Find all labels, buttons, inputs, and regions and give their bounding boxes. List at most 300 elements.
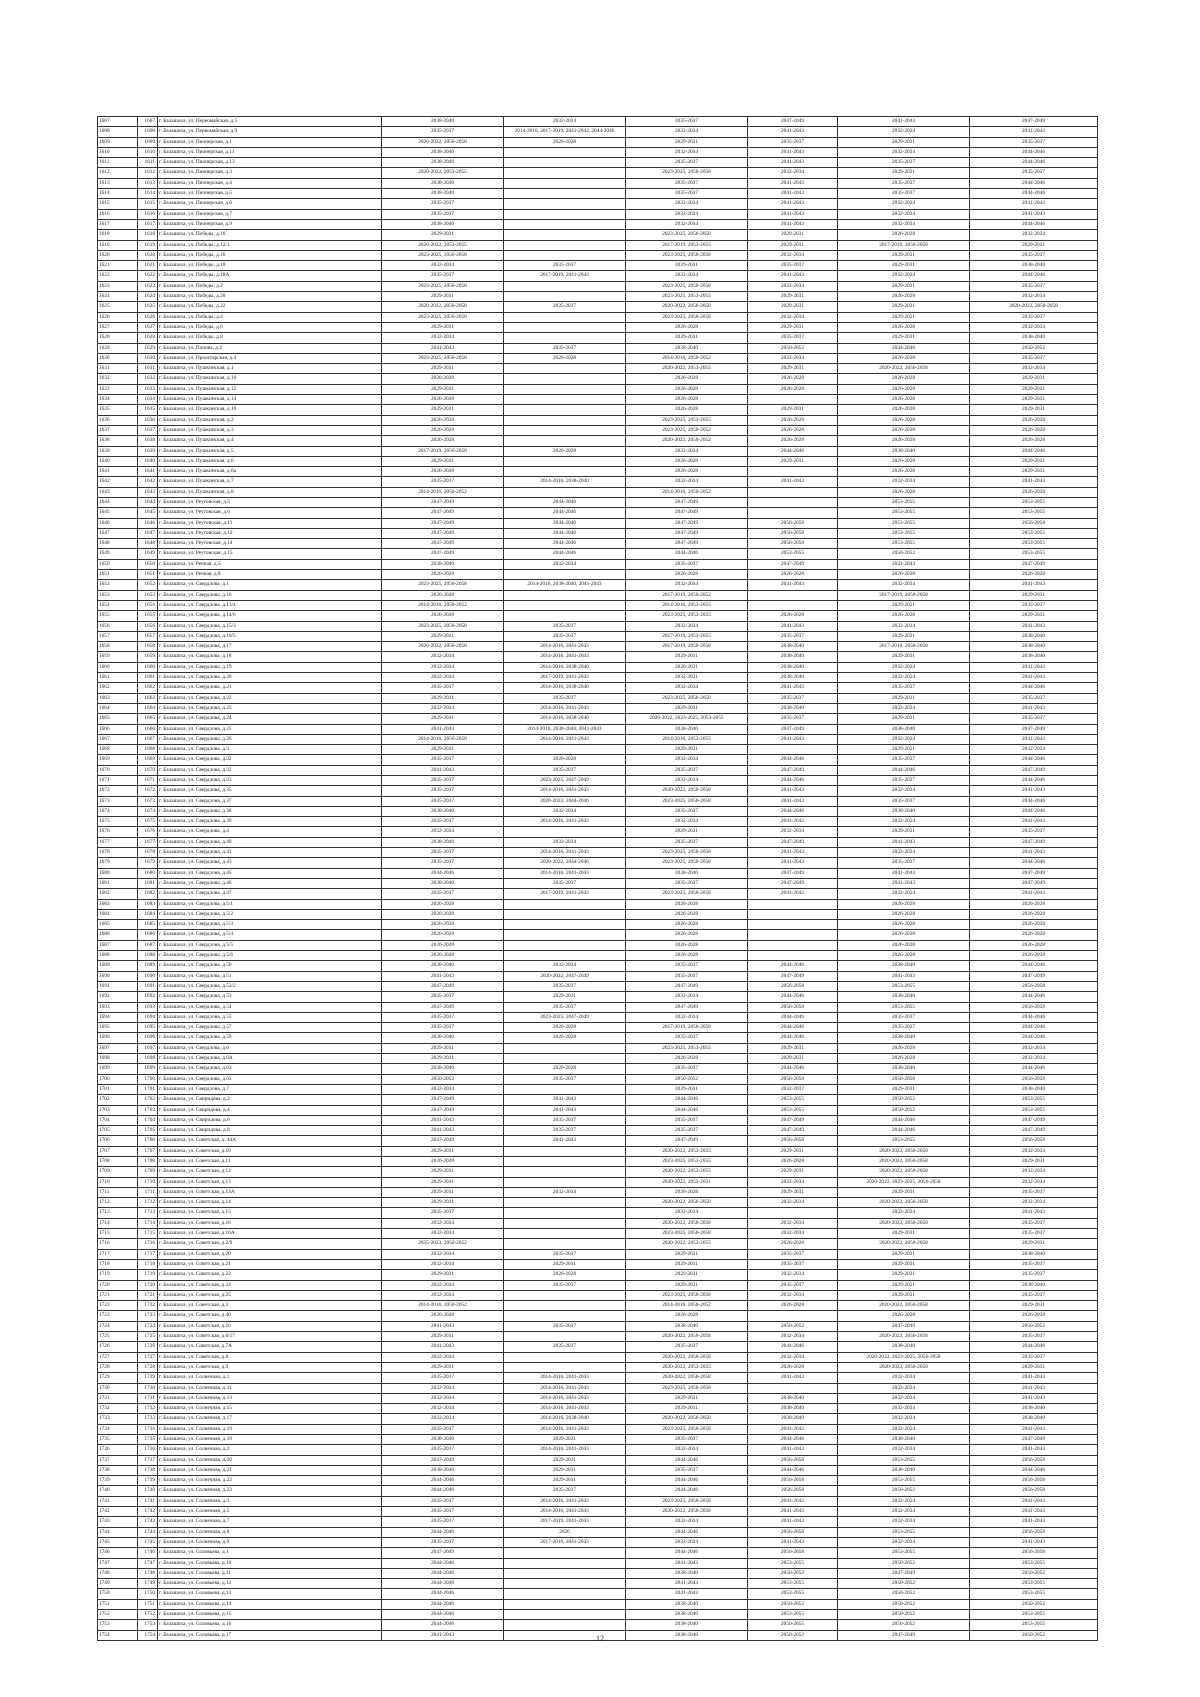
period-cell-2: 2026-2028 xyxy=(504,1023,626,1033)
record-number-cell: 1641 xyxy=(138,467,158,477)
row-index-cell: 1611 xyxy=(98,158,138,168)
period-cell-3: 2026-2028 xyxy=(626,374,748,384)
row-index-cell: 1724 xyxy=(98,1321,138,1331)
period-cell-2: 2026-2028 xyxy=(504,1270,626,1280)
address-cell: г. Балашиха, ул. Соловьева, д.14 xyxy=(158,1599,382,1609)
address-cell: г. Балашиха, ул. Соловьева, д.15 xyxy=(158,1610,382,1620)
period-cell-1: 2026-2028 xyxy=(382,899,504,909)
table-row xyxy=(98,765,1098,775)
period-cell-2 xyxy=(504,1218,626,1228)
period-cell-5: 2038-2040 xyxy=(838,1435,970,1445)
period-cell-5: 2032-2034 xyxy=(838,271,970,281)
period-cell-5: 2032-2034 xyxy=(838,817,970,827)
record-number-cell: 1701 xyxy=(138,1084,158,1094)
row-index-cell: 1725 xyxy=(98,1332,138,1342)
period-cell-4: 2032-2034 xyxy=(748,827,838,837)
row-index-cell: 1716 xyxy=(98,1239,138,1249)
address-cell: г. Балашиха, ул. Солнечная, д.22 xyxy=(158,1476,382,1486)
row-index-cell: 1640 xyxy=(98,456,138,466)
period-cell-4: 2029-2031 xyxy=(748,364,838,374)
record-number-cell: 1727 xyxy=(138,1352,158,1362)
period-cell-6: 2032-2034 xyxy=(970,322,1098,332)
table-row xyxy=(98,1218,1098,1228)
address-cell: г. Балашиха, ул. Солнечная, д.15 xyxy=(158,1404,382,1414)
period-cell-4: 2044-2046 xyxy=(748,1033,838,1043)
period-cell-3: 2029-2031 xyxy=(626,333,748,343)
period-cell-6: 2029-2031 xyxy=(970,1362,1098,1372)
period-cell-3: 2020-2022, 2056-2058 xyxy=(626,302,748,312)
record-number-cell: 1675 xyxy=(138,817,158,827)
period-cell-6: 2047-2049 xyxy=(970,724,1098,734)
period-cell-2 xyxy=(504,219,626,229)
address-cell: г. Балашиха, ул. Солнечная, д.5 xyxy=(158,1507,382,1517)
period-cell-3: 2026-2028 xyxy=(626,899,748,909)
period-cell-6: 2026-2028 xyxy=(970,425,1098,435)
period-cell-5: 2050-2052 xyxy=(838,1610,970,1620)
period-cell-5: 2020-2022, 2056-2058 xyxy=(838,1332,970,1342)
period-cell-4: 2047-2049 xyxy=(748,837,838,847)
period-cell-4: 2029-2031 xyxy=(748,1043,838,1053)
record-number-cell: 1752 xyxy=(138,1610,158,1620)
period-cell-1: 2017-2019, 2056-2058 xyxy=(382,446,504,456)
period-cell-6: 2044-2046 xyxy=(970,776,1098,786)
period-cell-5: 2050-2052 xyxy=(838,1095,970,1105)
period-cell-1: 2026-2028 xyxy=(382,909,504,919)
period-cell-1: 2035-2037 xyxy=(382,1445,504,1455)
record-number-cell: 1706 xyxy=(138,1136,158,1146)
period-cell-3: 2029-2031 xyxy=(626,703,748,713)
address-cell: г. Балашиха, ул. Пушкинская, д.6 xyxy=(158,456,382,466)
period-cell-5: 2035-2037 xyxy=(838,1012,970,1022)
period-cell-6: 2056-2058 xyxy=(970,1476,1098,1486)
period-cell-1: 2029-2031 xyxy=(382,1270,504,1280)
period-cell-6: 2044-2046 xyxy=(970,147,1098,157)
address-cell: г. Балашиха, ул. Советская, д.21 xyxy=(158,1259,382,1269)
period-cell-4: 2053-2055 xyxy=(748,1589,838,1599)
record-number-cell: 1669 xyxy=(138,755,158,765)
address-cell: г. Балашиха, ул. Соловьева, д.17 xyxy=(158,1630,382,1640)
row-index-cell: 1707 xyxy=(98,1146,138,1156)
period-cell-5: 2032-2034 xyxy=(838,580,970,590)
period-cell-1: 2044-2046 xyxy=(382,1476,504,1486)
period-cell-5: 2035-2037 xyxy=(838,1023,970,1033)
period-cell-4: 2050-2052 xyxy=(748,1568,838,1578)
period-cell-2 xyxy=(504,292,626,302)
period-cell-6: 2044-2046 xyxy=(970,219,1098,229)
period-cell-3: 2026-2028 xyxy=(626,909,748,919)
period-cell-5: 2038-2040 xyxy=(838,724,970,734)
period-cell-6: 2026-2028 xyxy=(970,909,1098,919)
table-row xyxy=(98,1033,1098,1043)
period-cell-5: 2017-2019, 2056-2058 xyxy=(838,642,970,652)
address-cell: г. Балашиха, ул. Свердлова, д.43 xyxy=(158,858,382,868)
period-cell-6: 2041-2043 xyxy=(970,734,1098,744)
period-cell-5: 2038-2040 xyxy=(838,446,970,456)
address-cell: г. Балашиха, ул. Свердлова, д.52/2 xyxy=(158,981,382,991)
period-cell-3: 2047-2049 xyxy=(626,518,748,528)
period-cell-1: 2038-2040 xyxy=(382,158,504,168)
period-cell-1: 2029-2031 xyxy=(382,322,504,332)
address-cell: г. Балашиха, ул. Свердлова, д.16/5 xyxy=(158,631,382,641)
period-cell-6: 2029-2031 xyxy=(970,405,1098,415)
record-number-cell: 1747 xyxy=(138,1558,158,1568)
period-cell-4: 2056-2058 xyxy=(748,1527,838,1537)
period-cell-4: 2047-2049 xyxy=(748,724,838,734)
table-row xyxy=(98,1208,1098,1218)
address-cell: г. Балашиха, ул. Соловьева, д.16 xyxy=(158,1620,382,1630)
period-cell-5: 2032-2034 xyxy=(838,662,970,672)
period-cell-3: 2035-2037 xyxy=(626,1064,748,1074)
period-cell-2 xyxy=(504,436,626,446)
period-cell-4: 2044-2046 xyxy=(748,1064,838,1074)
period-cell-4: 2029-2031 xyxy=(748,456,838,466)
address-cell: г. Балашиха, ул. Советская, д.16А xyxy=(158,1229,382,1239)
period-cell-2: 2017-2019, 2041-2043 xyxy=(504,271,626,281)
record-number-cell: 1636 xyxy=(138,415,158,425)
address-cell: г. Балашиха, ул. Речная, д.5 xyxy=(158,559,382,569)
period-cell-6: 2035-2037 xyxy=(970,714,1098,724)
row-index-cell: 1607 xyxy=(98,117,138,127)
period-cell-1: 2029-2031 xyxy=(382,456,504,466)
row-index-cell: 1723 xyxy=(98,1311,138,1321)
record-number-cell: 1735 xyxy=(138,1435,158,1445)
period-cell-5: 2020-2022, 2056-2058 xyxy=(838,1156,970,1166)
period-cell-4: 2041-2043 xyxy=(748,621,838,631)
period-cell-4 xyxy=(748,590,838,600)
period-cell-1: 2014-2016, 2050-2052 xyxy=(382,600,504,610)
period-cell-5: 2035-2037 xyxy=(838,189,970,199)
period-cell-5: 2035-2037 xyxy=(838,796,970,806)
period-cell-1: 2029-2031 xyxy=(382,1198,504,1208)
table-row xyxy=(98,1023,1098,1033)
period-cell-4: 2038-2040 xyxy=(748,662,838,672)
row-index-cell: 1636 xyxy=(98,415,138,425)
period-cell-1: 2035-2037 xyxy=(382,1496,504,1506)
period-cell-2 xyxy=(504,899,626,909)
period-cell-2 xyxy=(504,374,626,384)
period-cell-3: 2026-2028 xyxy=(626,322,748,332)
period-cell-3: 2038-2040 xyxy=(626,724,748,734)
period-cell-3: 2020-2022, 2056-2058 xyxy=(626,1198,748,1208)
record-number-cell: 1649 xyxy=(138,549,158,559)
record-number-cell: 1750 xyxy=(138,1589,158,1599)
row-index-cell: 1639 xyxy=(98,446,138,456)
period-cell-2: 2014-2016, 2038-2040 xyxy=(504,1414,626,1424)
period-cell-2 xyxy=(504,827,626,837)
period-cell-6: 2044-2046 xyxy=(970,961,1098,971)
period-cell-5: 2020-2022, 2056-2058 xyxy=(838,1239,970,1249)
address-cell: г. Балашиха, ул. Пионерская, д.9 xyxy=(158,219,382,229)
table-row xyxy=(98,405,1098,415)
period-cell-5: 2035-2037 xyxy=(838,683,970,693)
period-cell-1: 2044-2046 xyxy=(382,868,504,878)
period-cell-2 xyxy=(504,1558,626,1568)
address-cell: г. Балашиха, ул. Победы, д.10 xyxy=(158,230,382,240)
period-cell-6: 2047-2049 xyxy=(970,878,1098,888)
period-cell-6: 2038-2040 xyxy=(970,1280,1098,1290)
table-row xyxy=(98,1414,1098,1424)
table-row xyxy=(98,1002,1098,1012)
period-cell-4: 2041-2043 xyxy=(748,1445,838,1455)
record-number-cell: 1700 xyxy=(138,1074,158,1084)
period-cell-6: 2032-2034 xyxy=(970,1054,1098,1064)
record-number-cell: 1698 xyxy=(138,1054,158,1064)
table-row xyxy=(98,827,1098,837)
period-cell-4: 2035-2037 xyxy=(748,261,838,271)
row-index-cell: 1733 xyxy=(98,1414,138,1424)
row-index-cell: 1694 xyxy=(98,1012,138,1022)
period-cell-6: 2041-2043 xyxy=(970,1496,1098,1506)
period-cell-5: 2032-2034 xyxy=(838,621,970,631)
address-cell: г. Балашиха, ул. Речная, д.8 xyxy=(158,570,382,580)
table-row xyxy=(98,1465,1098,1475)
row-index-cell: 1624 xyxy=(98,292,138,302)
period-cell-1: 2023-2025, 2056-2058 xyxy=(382,281,504,291)
period-cell-3: 2020-2022, 2053-2055 xyxy=(626,1239,748,1249)
period-cell-2: 2035-2037 xyxy=(504,981,626,991)
row-index-cell: 1705 xyxy=(98,1126,138,1136)
period-cell-2 xyxy=(504,467,626,477)
period-cell-2: 2035-2037 xyxy=(504,1126,626,1136)
period-cell-2: 2017-2019, 2041-2043 xyxy=(504,1517,626,1527)
address-cell: г. Балашиха, ул. Свиридова, д.2 xyxy=(158,1095,382,1105)
period-cell-1: 2026-2028 xyxy=(382,570,504,580)
period-cell-1: 2038-2040 xyxy=(382,878,504,888)
period-cell-6: 2047-2049 xyxy=(970,1435,1098,1445)
row-index-cell: 1609 xyxy=(98,137,138,147)
address-cell: г. Балашиха, ул. Свердлова, д.41 xyxy=(158,848,382,858)
record-number-cell: 1731 xyxy=(138,1393,158,1403)
table-row xyxy=(98,353,1098,363)
record-number-cell: 1687 xyxy=(138,940,158,950)
period-cell-2 xyxy=(504,1568,626,1578)
period-cell-2 xyxy=(504,230,626,240)
period-cell-5: 2050-2052 xyxy=(838,1579,970,1589)
period-cell-1: 2029-2031 xyxy=(382,1177,504,1187)
period-cell-6: 2035-2037 xyxy=(970,693,1098,703)
period-cell-4: 2029-2031 xyxy=(748,1167,838,1177)
row-index-cell: 1666 xyxy=(98,724,138,734)
period-cell-5: 2032-2034 xyxy=(838,127,970,137)
period-cell-2: 2017-2019, 2041-2043 xyxy=(504,1537,626,1547)
period-cell-2: 2029-2031 xyxy=(504,1476,626,1486)
period-cell-4: 2044-2046 xyxy=(748,806,838,816)
period-cell-2: 2023-2025, 2047-2049 xyxy=(504,776,626,786)
table-row xyxy=(98,971,1098,981)
period-cell-3: 2032-2034 xyxy=(626,1445,748,1455)
address-cell: г. Балашиха, ул. Реутовская, д.12 xyxy=(158,528,382,538)
period-cell-3: 2023-2025, 2056-2058 xyxy=(626,168,748,178)
period-cell-6: 2035-2037 xyxy=(970,827,1098,837)
row-index-cell: 1676 xyxy=(98,827,138,837)
period-cell-3: 2020-2022, 2056-2058 xyxy=(626,1414,748,1424)
period-cell-5: 2020-2022, 2056-2058 xyxy=(838,1198,970,1208)
row-index-cell: 1700 xyxy=(98,1074,138,1084)
record-number-cell: 1665 xyxy=(138,714,158,724)
period-cell-6: 2035-2037 xyxy=(970,137,1098,147)
period-cell-5: 2041-2043 xyxy=(838,878,970,888)
address-cell: г. Балашиха, ул. Свердлова, д.14/6 xyxy=(158,611,382,621)
period-cell-1: 2047-2049 xyxy=(382,508,504,518)
period-cell-6: 2041-2043 xyxy=(970,1393,1098,1403)
period-cell-4: 2044-2046 xyxy=(748,1023,838,1033)
address-cell: г. Балашиха, ул. Свердлова, д.35 xyxy=(158,786,382,796)
record-number-cell: 1709 xyxy=(138,1167,158,1177)
record-number-cell: 1613 xyxy=(138,178,158,188)
period-cell-1: 2029-2031 xyxy=(382,1043,504,1053)
period-cell-5: 2032-2034 xyxy=(838,209,970,219)
period-cell-5: 2026-2028 xyxy=(838,405,970,415)
period-cell-4: 2035-2037 xyxy=(748,1280,838,1290)
address-cell: г. Балашиха, ул. Свердлова, д.7 xyxy=(158,1084,382,1094)
period-cell-3: 2020-2022, 2053-2055 xyxy=(626,364,748,374)
period-cell-6: 2041-2043 xyxy=(970,817,1098,827)
row-index-cell: 1728 xyxy=(98,1362,138,1372)
period-cell-6: 2038-2040 xyxy=(970,1249,1098,1259)
period-cell-4: 2041-2043 xyxy=(748,189,838,199)
period-cell-3: 2032-2034 xyxy=(626,683,748,693)
row-index-cell: 1749 xyxy=(98,1579,138,1589)
period-cell-6: 2056-2058 xyxy=(970,1002,1098,1012)
period-cell-2 xyxy=(504,940,626,950)
period-cell-2: 2035-2037 xyxy=(504,631,626,641)
period-cell-5: 2041-2043 xyxy=(838,971,970,981)
period-cell-2 xyxy=(504,1579,626,1589)
period-cell-1: 2035-2037 xyxy=(382,817,504,827)
period-cell-5: 2026-2028 xyxy=(838,611,970,621)
table-row xyxy=(98,580,1098,590)
period-cell-2: 2014-2016, 2041-2043 xyxy=(504,1393,626,1403)
period-cell-1: 2038-2040 xyxy=(382,1435,504,1445)
period-cell-2: 2020-2022, 2044-2046 xyxy=(504,858,626,868)
table-row xyxy=(98,436,1098,446)
period-cell-1: 2035-2037 xyxy=(382,1537,504,1547)
address-cell: г. Балашиха, ул. Соловьева, д.13 xyxy=(158,1589,382,1599)
table-row xyxy=(98,920,1098,930)
period-cell-1: 2035-2037 xyxy=(382,1373,504,1383)
address-cell: г. Балашиха, ул. Победы, д.16 xyxy=(158,250,382,260)
record-number-cell: 1668 xyxy=(138,745,158,755)
period-cell-1: 2026-2028 xyxy=(382,1156,504,1166)
record-number-cell: 1617 xyxy=(138,219,158,229)
period-cell-4: 2032-2034 xyxy=(748,1290,838,1300)
period-cell-6: 2053-2055 xyxy=(970,1579,1098,1589)
period-cell-1: 2032-2034 xyxy=(382,333,504,343)
row-index-cell: 1691 xyxy=(98,981,138,991)
row-index-cell: 1720 xyxy=(98,1280,138,1290)
row-index-cell: 1630 xyxy=(98,353,138,363)
table-row xyxy=(98,992,1098,1002)
period-cell-3: 2029-2031 xyxy=(626,1270,748,1280)
period-cell-5: 2029-2031 xyxy=(838,714,970,724)
address-cell: г. Балашиха, ул. Свердлова, д.4 xyxy=(158,827,382,837)
record-number-cell: 1607 xyxy=(138,117,158,127)
period-cell-1: 2044-2046 xyxy=(382,1568,504,1578)
period-cell-1: 2035-2037 xyxy=(382,858,504,868)
period-cell-6: 2041-2043 xyxy=(970,889,1098,899)
period-cell-1: 2032-2034 xyxy=(382,261,504,271)
row-index-cell: 1614 xyxy=(98,189,138,199)
period-cell-2 xyxy=(504,240,626,250)
period-cell-3: 2047-2049 xyxy=(626,981,748,991)
address-cell: г. Балашиха, ул. Пионерская, д.3 xyxy=(158,168,382,178)
period-cell-1: 2032-2034 xyxy=(382,1259,504,1269)
row-index-cell: 1673 xyxy=(98,796,138,806)
period-cell-2 xyxy=(504,333,626,343)
period-cell-4: 2032-2034 xyxy=(748,250,838,260)
table-row xyxy=(98,230,1098,240)
address-cell: г. Балашиха, ул. Пушкинская, д.5 xyxy=(158,446,382,456)
row-index-cell: 1698 xyxy=(98,1054,138,1064)
record-number-cell: 1722 xyxy=(138,1301,158,1311)
record-number-cell: 1610 xyxy=(138,147,158,157)
record-number-cell: 1673 xyxy=(138,796,158,806)
period-cell-4: 2032-2034 xyxy=(748,1229,838,1239)
period-cell-1: 2023-2025, 2056-2058 xyxy=(382,580,504,590)
period-cell-2: 2017-2019, 2041-2043 xyxy=(504,673,626,683)
period-cell-3: 2029-2031 xyxy=(626,1404,748,1414)
table-row xyxy=(98,590,1098,600)
period-cell-4 xyxy=(748,1311,838,1321)
address-cell: г. Балашиха, ул. Свердлова, д.5/6 xyxy=(158,951,382,961)
period-cell-5: 2035-2037 xyxy=(838,858,970,868)
address-cell: г. Балашиха, ул. Советская, д.15 xyxy=(158,1208,382,1218)
period-cell-3: 2017-2019, 2050-2052 xyxy=(626,590,748,600)
period-cell-6: 2035-2037 xyxy=(970,353,1098,363)
address-cell: г. Балашиха, ул. Свердлова, д.24 xyxy=(158,714,382,724)
period-cell-1: 2035-2037 xyxy=(382,209,504,219)
address-cell: г. Балашиха, ул. Солнечная, д.21 xyxy=(158,1465,382,1475)
period-cell-6: 2035-2037 xyxy=(970,600,1098,610)
record-number-cell: 1716 xyxy=(138,1239,158,1249)
table-row xyxy=(98,611,1098,621)
period-cell-1: 2023-2025, 2056-2058 xyxy=(382,353,504,363)
row-index-cell: 1627 xyxy=(98,322,138,332)
period-cell-5: 2017-2019, 2056-2058 xyxy=(838,240,970,250)
period-cell-1: 2032-2034 xyxy=(382,1218,504,1228)
address-cell: г. Балашиха, ул. Советская, д.14 xyxy=(158,1198,382,1208)
address-cell: г. Балашиха, ул. Советская, д.2/9 xyxy=(158,1239,382,1249)
period-cell-1: 2032-2034 xyxy=(382,662,504,672)
period-cell-2: 2014-2016, 2041-2043 xyxy=(504,652,626,662)
row-index-cell: 1677 xyxy=(98,837,138,847)
row-index-cell: 1706 xyxy=(98,1136,138,1146)
address-cell: г. Балашиха, ул. Пионерская, д.1 xyxy=(158,137,382,147)
period-cell-6: 2041-2043 xyxy=(970,1507,1098,1517)
record-number-cell: 1712 xyxy=(138,1198,158,1208)
period-cell-1: 2035-2037 xyxy=(382,755,504,765)
period-cell-5: 2029-2031 xyxy=(838,1290,970,1300)
period-cell-3: 2029-2031 xyxy=(626,827,748,837)
row-index-cell: 1621 xyxy=(98,261,138,271)
record-number-cell: 1691 xyxy=(138,981,158,991)
period-cell-6: 2053-2055 xyxy=(970,528,1098,538)
period-cell-5: 2050-2052 xyxy=(838,1105,970,1115)
address-cell: г. Балашиха, ул. Соловьева, д.12 xyxy=(158,1579,382,1589)
period-cell-6: 2035-2037 xyxy=(970,168,1098,178)
period-cell-2: 2032-2034 xyxy=(504,1187,626,1197)
table-row xyxy=(98,1043,1098,1053)
table-row xyxy=(98,1527,1098,1537)
period-cell-1: 2026-2028 xyxy=(382,951,504,961)
period-cell-1: 2041-2043 xyxy=(382,971,504,981)
period-cell-5: 2026-2028 xyxy=(838,230,970,240)
table-row xyxy=(98,508,1098,518)
address-cell: г. Балашиха, ул. Солнечная, д.3 xyxy=(158,1496,382,1506)
address-cell: г. Балашиха, ул. Пушкинская, д.6а xyxy=(158,467,382,477)
period-cell-6: 2044-2046 xyxy=(970,158,1098,168)
table-row xyxy=(98,1496,1098,1506)
